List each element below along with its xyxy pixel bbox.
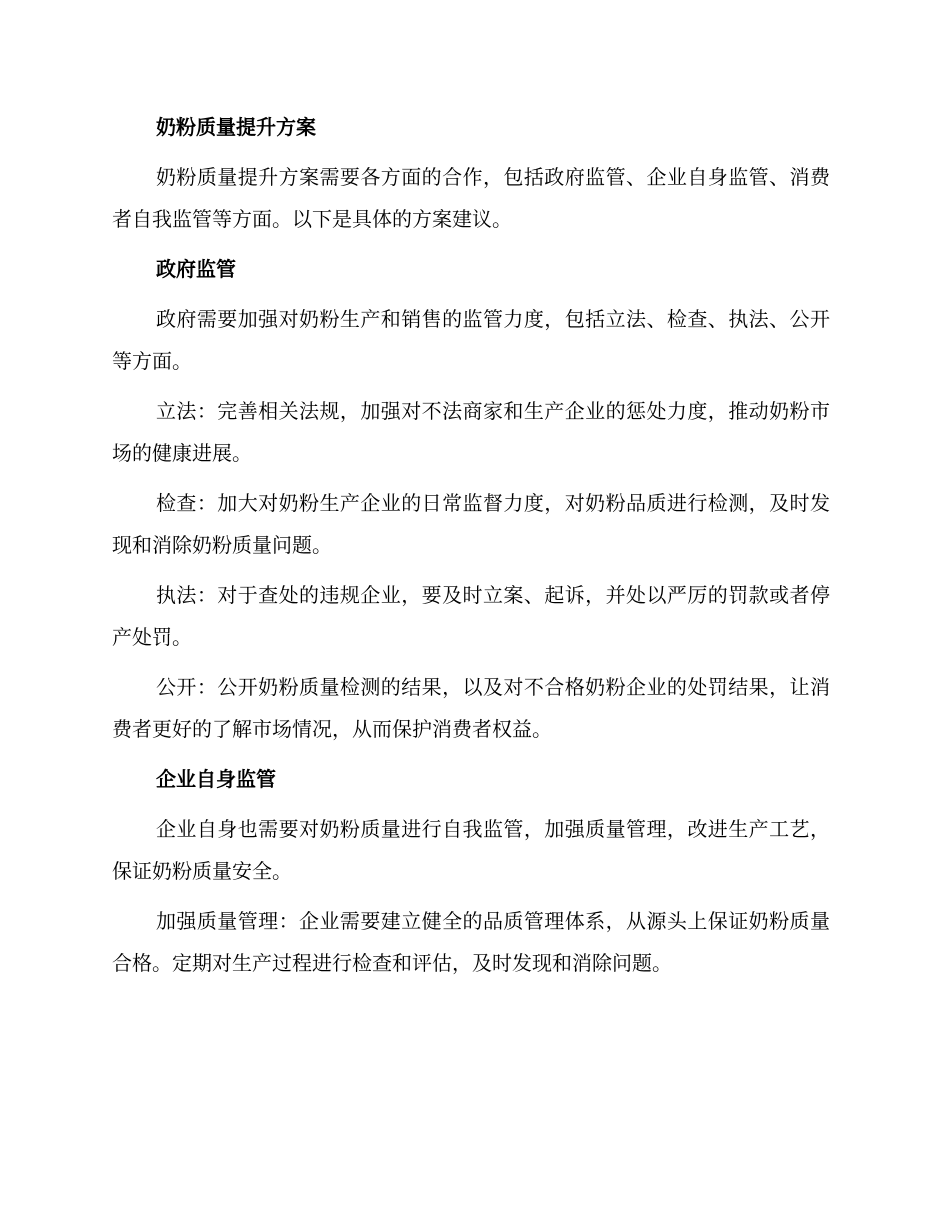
- paragraph-enterprise-overview: 企业自身也需要对奶粉质量进行自我监管，加强质量管理，改进生产工艺，保证奶粉质量安全。: [112, 817, 830, 883]
- paragraph-inspection: 检查：加大对奶粉生产企业的日常监督力度，对奶粉品质进行检测，及时发现和消除奶粉质量问题。: [112, 491, 830, 557]
- paragraph-disclosure: 公开：公开奶粉质量检测的结果，以及对不合格奶粉企业的处罚结果，让消费者更好的了解市场情况，从而保护消费者权益。: [112, 675, 830, 741]
- paragraph-quality-management: 加强质量管理：企业需要建立健全的品质管理体系，从源头上保证奶粉质量合格。定期对生产过程进行检查和评估，及时发现和消除问题。: [112, 909, 830, 975]
- section-title-government: 政府监管: [156, 257, 236, 281]
- paragraph-enforcement: 执法：对于查处的违规企业，要及时立案、起诉，并处以严厉的罚款或者停产处罚。: [112, 583, 830, 649]
- section-title-enterprise: 企业自身监管: [156, 767, 276, 791]
- paragraph-government-overview: 政府需要加强对奶粉生产和销售的监管力度，包括立法、检查、执法、公开等方面。: [112, 307, 830, 373]
- section-title-main: 奶粉质量提升方案: [156, 115, 316, 139]
- document-page: [112, 106, 830, 992]
- paragraph-legislation: 立法：完善相关法规，加强对不法商家和生产企业的惩处力度，推动奶粉市场的健康进展。: [112, 399, 830, 465]
- paragraph-intro: 奶粉质量提升方案需要各方面的合作，包括政府监管、企业自身监管、消费者自我监管等方面。以下是具体的方案建议。: [112, 165, 830, 231]
